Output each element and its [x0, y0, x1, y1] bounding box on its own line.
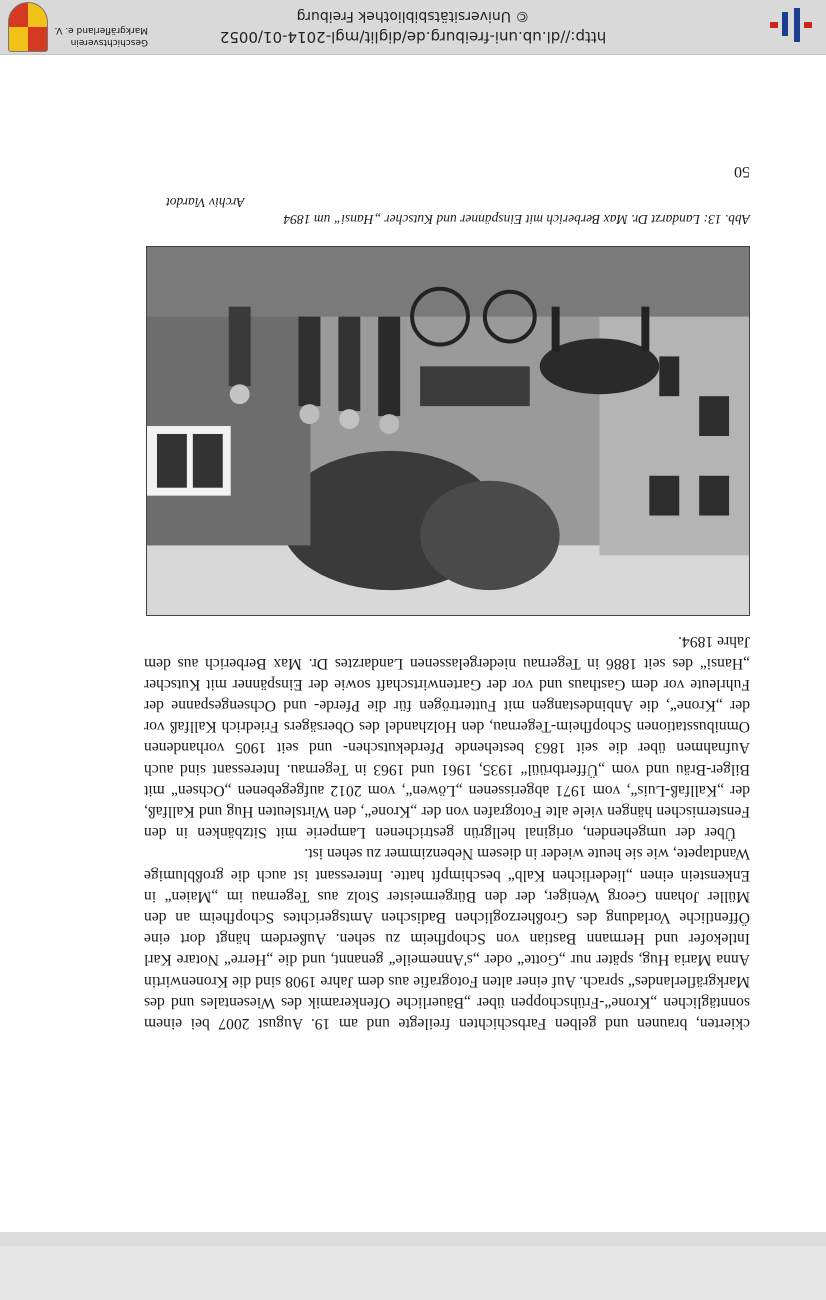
society-logo	[8, 2, 148, 52]
copyright-notice: © Universitätsbibliothek Freiburg	[296, 8, 530, 24]
society-name-line1: Geschichtsverein	[70, 37, 148, 47]
document-page	[0, 14, 826, 1246]
digital-library-footer	[0, 0, 826, 55]
figure-caption	[166, 194, 750, 228]
caption-credit: Archiv Viardot	[166, 195, 245, 210]
society-name-line2: Markgräflerland e. V.	[54, 25, 148, 35]
scan-edge	[0, 1232, 826, 1246]
coat-of-arms-icon	[8, 2, 48, 52]
page-number: 50	[734, 163, 750, 180]
university-library-logo-icon	[764, 6, 814, 46]
caption-text: Abb. 13: Landarzt Dr. Max Berberich mit Einspänner und Kutscher „Hansi“ um 1894	[283, 212, 750, 227]
photo-illustration	[147, 247, 749, 615]
paragraph: ckierten, braunen und gelben Farbschichten freilegte und am 19. August 2007 bei einem sonntäglichen „Krone“-Frühschoppen über „Bäuerliche Ofenkeramik des Wiesentales und des Markgräflerlandes“ sprach. Auf einer alten Fotografie aus dem Jahre 1908 sind die Kronenwirtin Anna Maria Hug, später nur „Gotte“ oder „s'Annemeile“ genannt, und die „Herre“ Notare Karl Intlekofer und Hermann Bastian von Schopfheim zu sehen. Außerdem hängt dort eine Öffentliche Vorladung des Großherzoglichen Badischen Amtsgerichtes Schopfheim an den Müller Johann Georg Weniger, der den Bürgermeister Stolz aus Tegernau im „Maien“ in Enkenstein einen „liederlichen Kalb“ beschimpft hatte. Interessant ist auch die großblumige Wandtapete, wie sie heute wieder in diesem Nebenzimmer zu sehen ist.	[144, 845, 750, 1032]
paragraph: Über der umgehenden, original hellgrün gestrichenen Lamperie mit Sitzbänken in den Fensternischen hängen viele alte Fotografen von der „Krone“, den Wirtsleuten Hug und Kallfaß, der „Kallfaß-Luis“, vom 1971 abgerissenen „Löwen“, vom 2012 aufgegebenen „Ochsen“ mit Bilger-Bräu und vom „Üffertbrüül“ 1935, 1961 und 1963 in Tegernau. Interessant sind auch Aufnahmen über die seit 1863 bestehende Pferdekutschen- und seit 1905 vorhandenen Omnibusstationen Schopfheim-Tegernau, den Holzhandel des Obersägers Friedrich Kallfaß vor der „Krone“, die Anbindestangen mit Futtertrögen für die Pferde- und Ochsengespanne der Fuhrleute vor dem Gasthaus und vor der Gartenwirtschaft sowie der Einspänner mit Kutscher „Hansi“ des seit 1886 in Tegernau niedergelassenen Landarztes Dr. Max Berberich aus dem Jahre 1894.	[144, 633, 750, 842]
document-url[interactable]: http://dl.ub.uni-freiburg.de/diglit/mgl-2014-01/0052	[219, 28, 607, 46]
body-text	[144, 631, 750, 1034]
historic-photograph	[146, 246, 750, 616]
